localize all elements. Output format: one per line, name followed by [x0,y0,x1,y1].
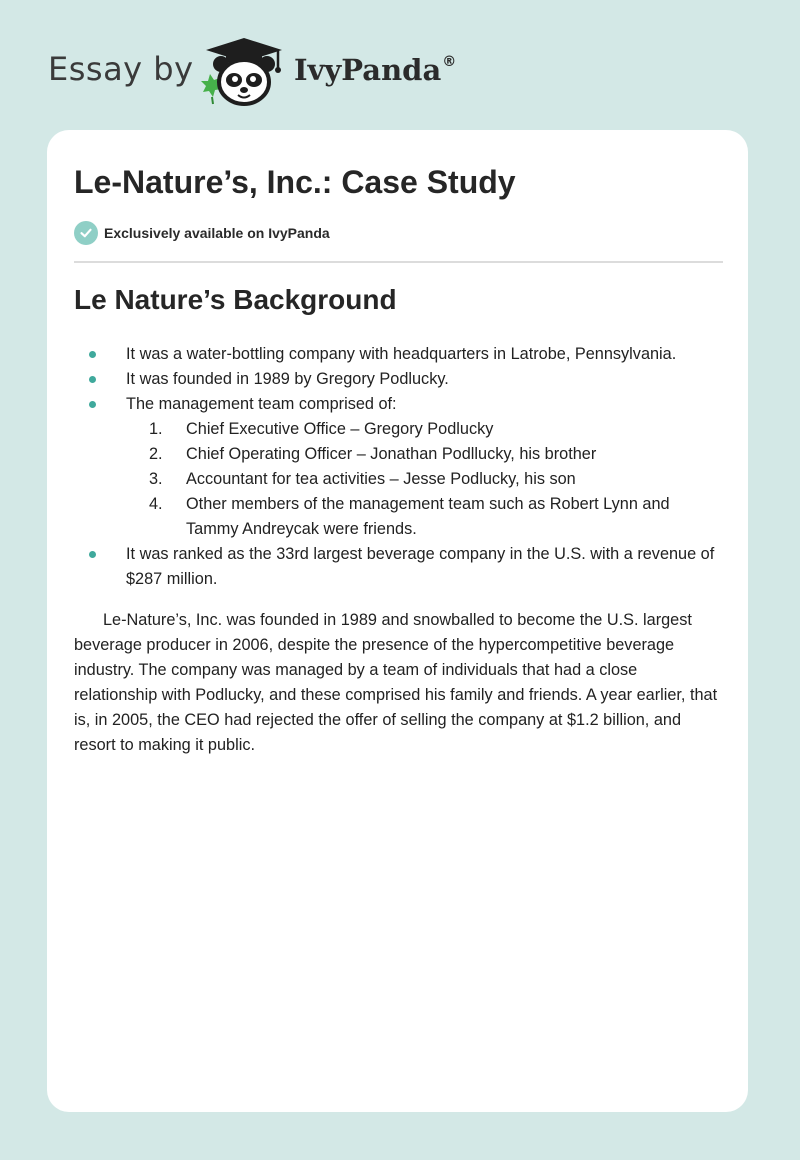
site-header [0,0,800,130]
essay-card [47,130,748,1112]
body-paragraph: Le-Nature’s, Inc. was founded in 1989 and snowballed to become the U.S. largest beverage producer in 2006, despite the presence of the hypercompetitive beverage industry. The company was managed by a team of individuals that had a close relationship with Podlucky, and these comprised his family and friends. A year earlier, that is, in 2005, the CEO had rejected the offer of selling the company at $1.2 billion, and resort to making it public. [74,611,718,754]
essay-by-label: Essay by [48,50,194,88]
list-item: It was ranked as the 33rd largest beverage company in the U.S. with a revenue of $287 million. [74,542,724,592]
bullet-dot-icon [89,376,96,383]
list-item: The management team comprised of: 1. Chief Executive Office – Gregory Podlucky 2. Chief Operating Officer – Jonathan Podllucky, his brother 3. Accountant for tea activities – Jesse Podlucky, his son 4. Other members of the management team such as Robert Lynn and Tammy Andreycak were friends. [74,392,724,542]
management-list [126,417,724,542]
brand-name[interactable]: IvyPanda® [294,53,457,87]
essay-body [74,342,724,758]
page-title: Le-Nature’s, Inc.: Case Study [74,164,516,200]
section-heading: Le Nature’s Background [74,284,397,315]
numbered-item: 3. Accountant for tea activities – Jesse Podlucky, his son [74,467,724,492]
badge-label: Exclusively available on IvyPanda [104,225,330,241]
divider [74,261,723,263]
list-item: It was a water-bottling company with headquarters in Latrobe, Pennsylvania. [74,342,724,367]
panda-graduate-logo-icon[interactable] [198,34,290,110]
item-number: 3. [149,470,163,488]
exclusive-badge [74,221,330,245]
registered-mark: ® [442,54,457,70]
item-number: 4. [149,495,163,513]
check-circle-icon [74,221,98,245]
bullet-dot-icon [89,551,96,558]
list-item: It was founded in 1989 by Gregory Podlucky. [74,367,724,392]
numbered-item: 1. Chief Executive Office – Gregory Podlucky [74,417,724,442]
numbered-item: 2. Chief Operating Officer – Jonathan Podllucky, his brother [74,442,724,467]
bullet-dot-icon [89,351,96,358]
numbered-item: 4. Other members of the management team such as Robert Lynn and Tammy Andreycak were friends. [74,492,724,542]
background-list [74,342,724,592]
item-number: 2. [149,445,163,463]
item-number: 1. [149,420,163,438]
bullet-dot-icon [89,401,96,408]
